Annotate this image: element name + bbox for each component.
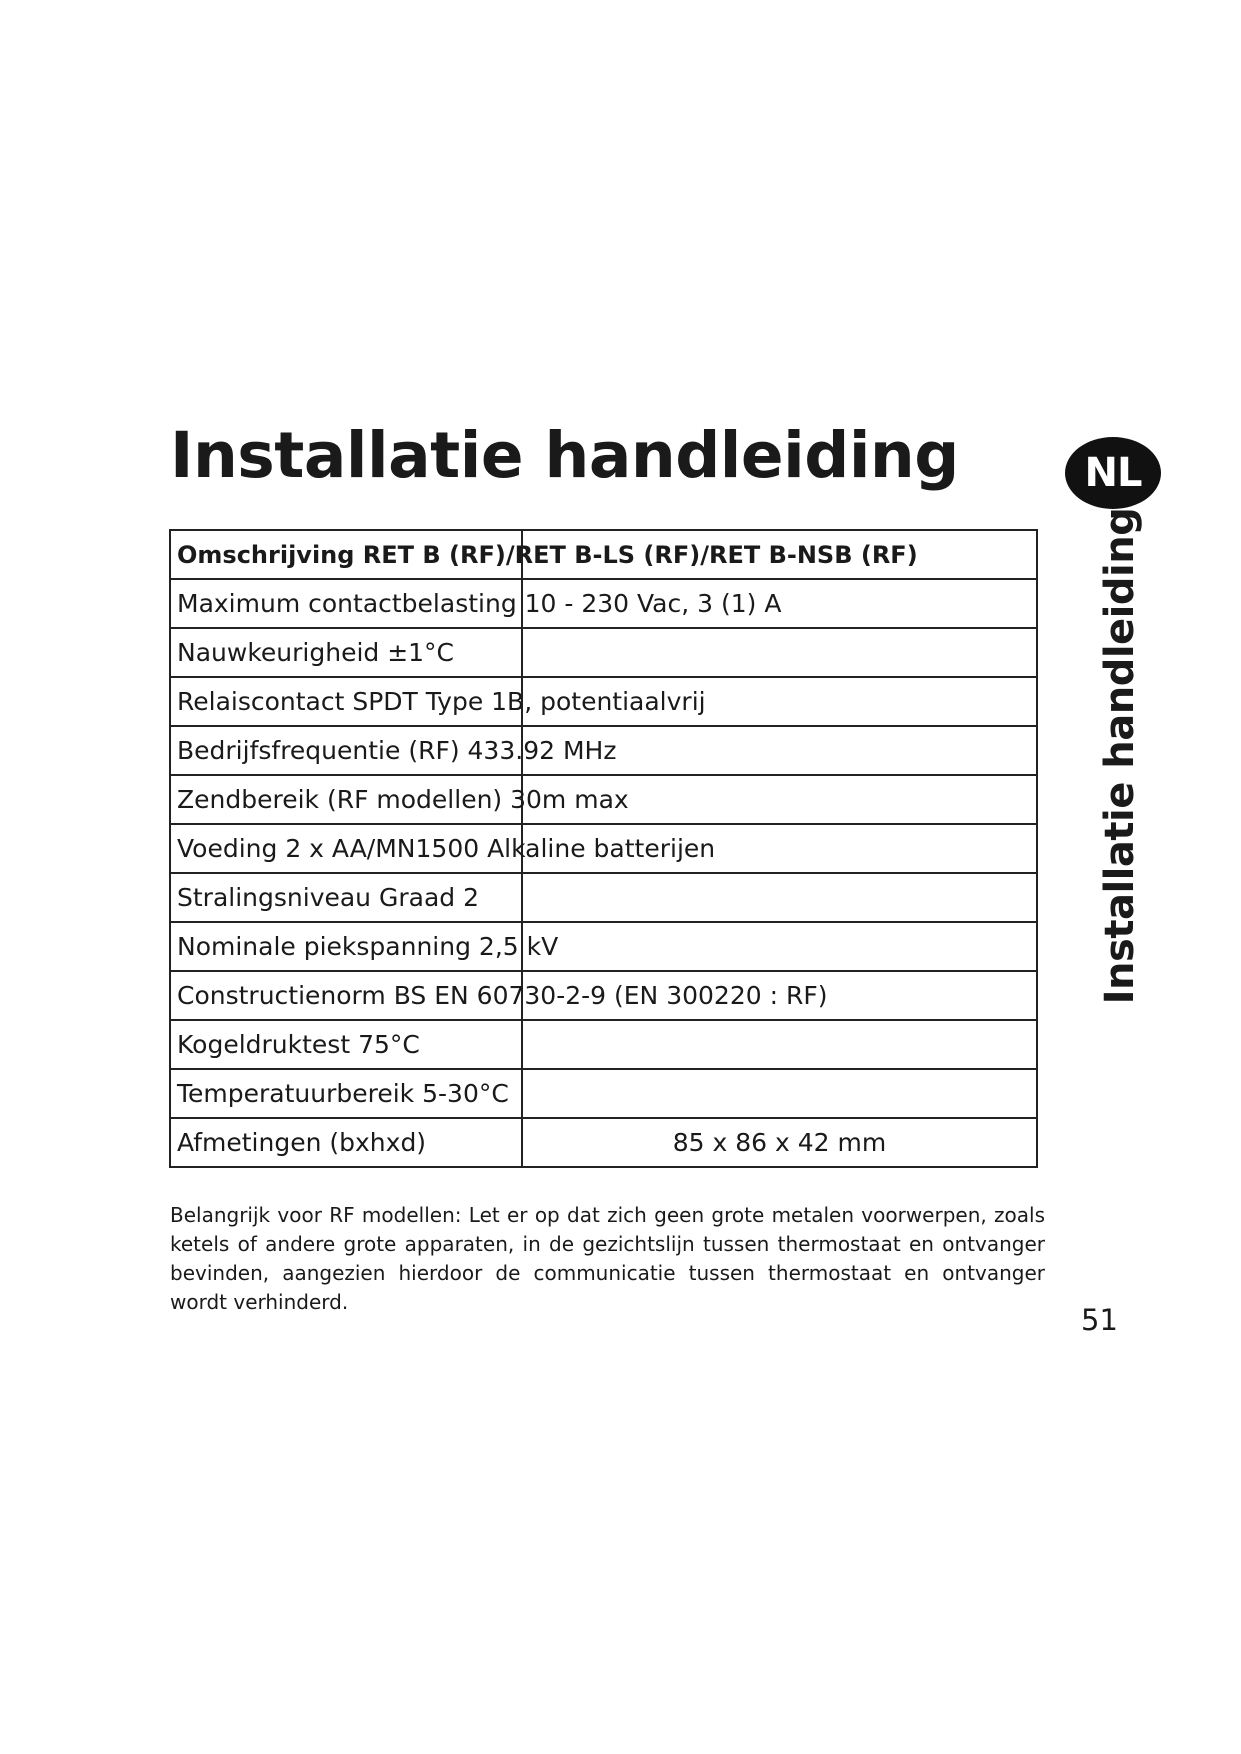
table-row — [170, 775, 1037, 824]
table-cell: Zendbereik (RF modellen) 30m max — [170, 775, 522, 824]
table-empty-cell — [522, 628, 1037, 677]
specifications-table — [169, 529, 1038, 1168]
table-cell: Maximum contactbelasting 10 - 230 Vac, 3 (1) A — [170, 579, 522, 628]
table-cell-label: Afmetingen (bxhxd) — [170, 1118, 522, 1167]
table-cell: Bedrijfsfrequentie (RF) 433.92 MHz — [170, 726, 522, 775]
table-cell: Stralingsniveau Graad 2 — [170, 873, 522, 922]
language-badge: NL — [1065, 437, 1161, 509]
page-number: 51 — [1081, 1303, 1118, 1337]
table-empty-cell — [522, 922, 1037, 971]
table-cell: Relaiscontact SPDT Type 1B, potentiaalvrij — [170, 677, 522, 726]
table-row — [170, 971, 1037, 1020]
table-empty-cell — [522, 1020, 1037, 1069]
table-row — [170, 726, 1037, 775]
table-row — [170, 873, 1037, 922]
table-cell: Kogeldruktest 75°C — [170, 1020, 522, 1069]
page-title: Installatie handleiding — [170, 419, 959, 492]
table-row — [170, 824, 1037, 873]
table-empty-cell — [522, 873, 1037, 922]
table-row — [170, 579, 1037, 628]
table-cell: Nauwkeurigheid ±1°C — [170, 628, 522, 677]
table-row — [170, 628, 1037, 677]
table-empty-cell — [522, 1069, 1037, 1118]
table-row — [170, 677, 1037, 726]
rf-note-paragraph: Belangrijk voor RF modellen: Let er op dat zich geen grote metalen voorwerpen, zoals ketels of andere grote apparaten, in de gezichtslijn tussen thermostaat en ontvanger bevinden, aangezien hierdoor de communicatie tussen thermostaat en ontvanger wordt verhinderd. — [170, 1203, 1045, 1314]
table-row — [170, 1020, 1037, 1069]
table-cell: Voeding 2 x AA/MN1500 Alkaline batterijen — [170, 824, 522, 873]
table-cell: Nominale piekspanning 2,5 kV — [170, 922, 522, 971]
side-title: Installatie handleiding — [1097, 507, 1143, 1005]
table-cell: Temperatuurbereik 5-30°C — [170, 1069, 522, 1118]
table-header-row — [170, 530, 1037, 579]
table-header-cell: Omschrijving RET B (RF)/RET B-LS (RF)/RET B-NSB (RF) — [170, 530, 522, 579]
table-row — [170, 922, 1037, 971]
table-row-dimensions — [170, 1118, 1037, 1167]
table-row — [170, 1069, 1037, 1118]
table-cell-value: 85 x 86 x 42 mm — [522, 1118, 1037, 1167]
table-cell: Constructienorm BS EN 60730-2-9 (EN 300220 : RF) — [170, 971, 522, 1020]
